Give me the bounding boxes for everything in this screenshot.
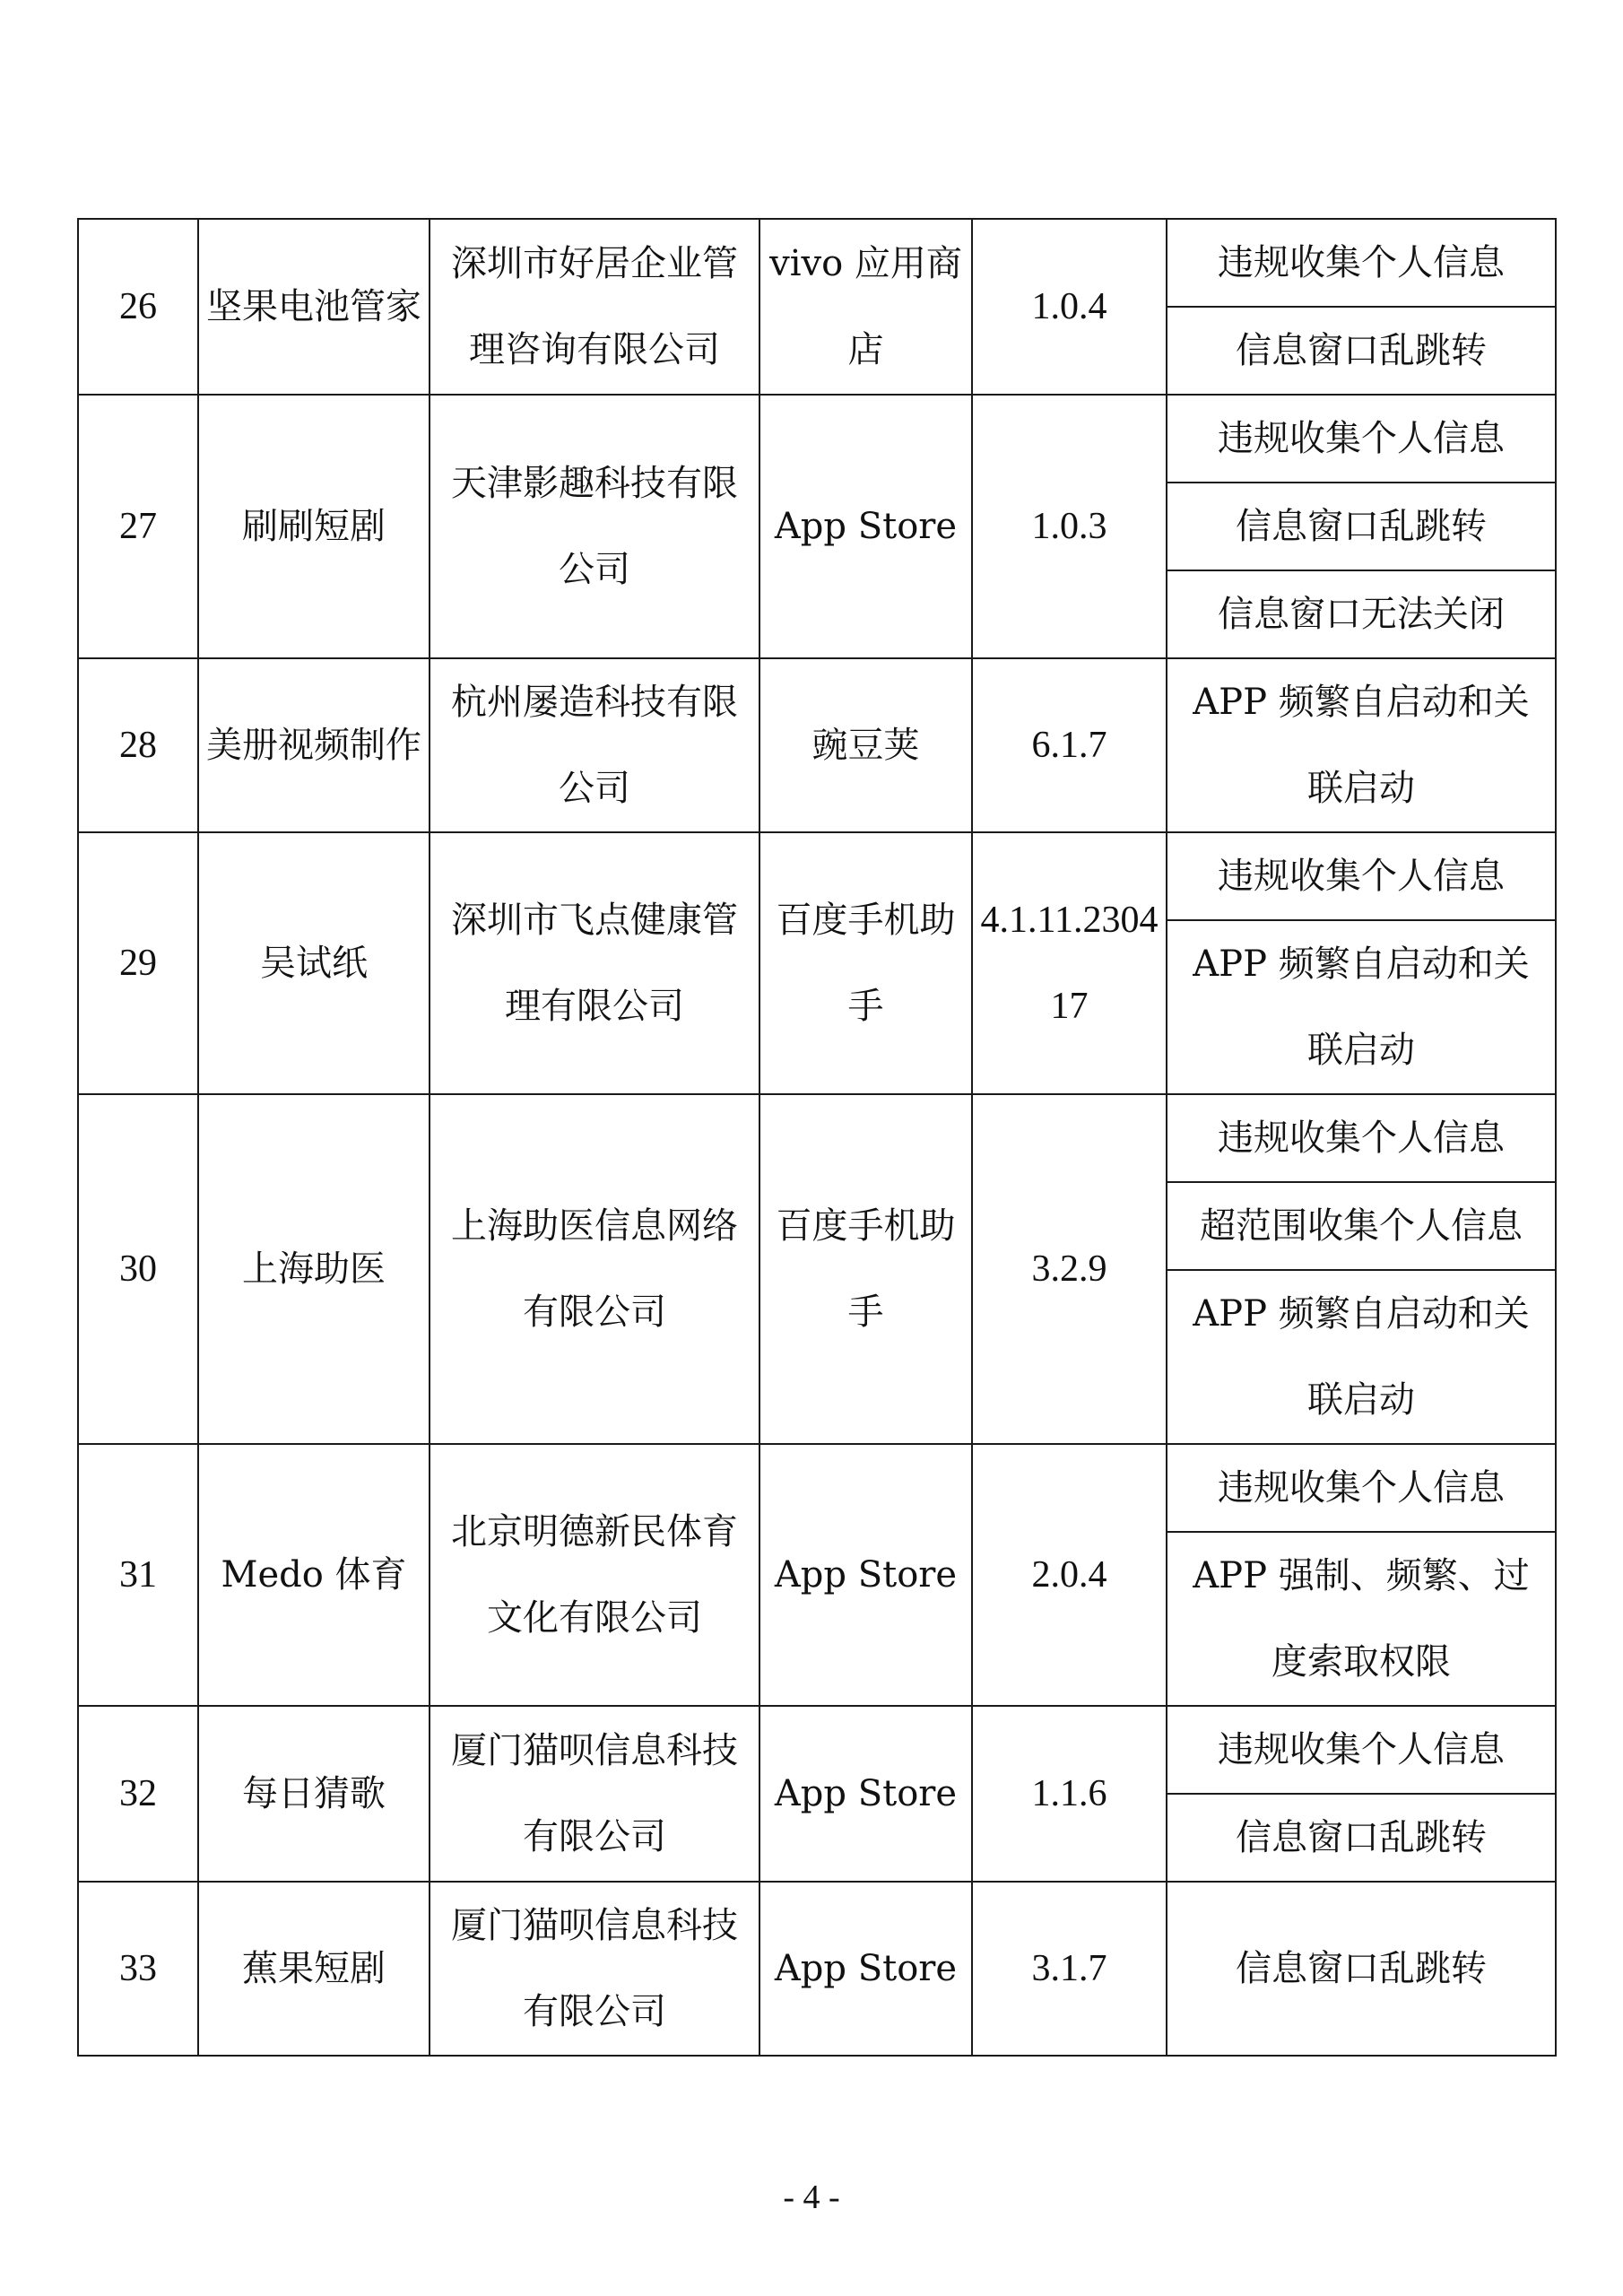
app-store: 百度手机助手 — [759, 832, 972, 1094]
row-number: 33 — [78, 1882, 198, 2056]
app-name: 刷刷短剧 — [198, 395, 430, 658]
table-body — [78, 219, 1556, 2056]
table-row — [78, 1882, 1556, 2056]
app-name: 上海助医 — [198, 1094, 430, 1444]
table-row — [78, 1094, 1556, 1182]
app-version: 2.0.4 — [972, 1444, 1167, 1706]
app-version: 1.0.3 — [972, 395, 1167, 658]
issue-cell: 信息窗口乱跳转 — [1167, 1794, 1556, 1882]
app-store: 百度手机助手 — [759, 1094, 972, 1444]
company-name: 深圳市飞点健康管理有限公司 — [430, 832, 759, 1094]
issue-cell: 违规收集个人信息 — [1167, 1706, 1556, 1794]
issue-cell: APP 频繁自启动和关联启动 — [1167, 920, 1556, 1094]
app-violation-table — [77, 218, 1557, 2057]
company-name: 北京明德新民体育文化有限公司 — [430, 1444, 759, 1706]
company-name: 上海助医信息网络有限公司 — [430, 1094, 759, 1444]
app-store: 豌豆荚 — [759, 658, 972, 832]
table-row — [78, 219, 1556, 307]
issue-cell: 信息窗口乱跳转 — [1167, 1882, 1556, 2056]
issue-cell: APP 频繁自启动和关联启动 — [1167, 1270, 1556, 1444]
company-name: 深圳市好居企业管理咨询有限公司 — [430, 219, 759, 395]
table-row — [78, 395, 1556, 483]
issue-cell: 信息窗口乱跳转 — [1167, 307, 1556, 395]
row-number: 28 — [78, 658, 198, 832]
issue-cell: 信息窗口无法关闭 — [1167, 570, 1556, 658]
issue-cell: 违规收集个人信息 — [1167, 1444, 1556, 1532]
issue-cell: APP 频繁自启动和关联启动 — [1167, 658, 1556, 832]
app-version: 3.2.9 — [972, 1094, 1167, 1444]
app-name: 蕉果短剧 — [198, 1882, 430, 2056]
issue-cell: 违规收集个人信息 — [1167, 1094, 1556, 1182]
table-row — [78, 832, 1556, 920]
row-number: 27 — [78, 395, 198, 658]
table-row — [78, 658, 1556, 832]
company-name: 天津影趣科技有限公司 — [430, 395, 759, 658]
app-store: App Store — [759, 1882, 972, 2056]
app-version: 1.1.6 — [972, 1706, 1167, 1882]
app-name: 坚果电池管家 — [198, 219, 430, 395]
issue-cell: 违规收集个人信息 — [1167, 832, 1556, 920]
app-name: 每日猜歌 — [198, 1706, 430, 1882]
row-number: 32 — [78, 1706, 198, 1882]
app-store: App Store — [759, 1706, 972, 1882]
company-name: 厦门猫呗信息科技有限公司 — [430, 1882, 759, 2056]
app-version: 3.1.7 — [972, 1882, 1167, 2056]
row-number: 31 — [78, 1444, 198, 1706]
issue-cell: 信息窗口乱跳转 — [1167, 483, 1556, 570]
app-version: 6.1.7 — [972, 658, 1167, 832]
app-version: 1.0.4 — [972, 219, 1167, 395]
row-number: 29 — [78, 832, 198, 1094]
table-row — [78, 1706, 1556, 1794]
app-store: vivo 应用商店 — [759, 219, 972, 395]
table-row — [78, 1444, 1556, 1532]
app-store: App Store — [759, 395, 972, 658]
app-name: 美册视频制作 — [198, 658, 430, 832]
issue-cell: APP 强制、频繁、过度索取权限 — [1167, 1532, 1556, 1706]
app-version: 4.1.11.230417 — [972, 832, 1167, 1094]
app-name: Medo 体育 — [198, 1444, 430, 1706]
company-name: 厦门猫呗信息科技有限公司 — [430, 1706, 759, 1882]
app-store: App Store — [759, 1444, 972, 1706]
issue-cell: 违规收集个人信息 — [1167, 219, 1556, 307]
issue-cell: 违规收集个人信息 — [1167, 395, 1556, 483]
issue-cell: 超范围收集个人信息 — [1167, 1182, 1556, 1270]
company-name: 杭州屡造科技有限公司 — [430, 658, 759, 832]
row-number: 26 — [78, 219, 198, 395]
app-name: 吴试纸 — [198, 832, 430, 1094]
row-number: 30 — [78, 1094, 198, 1444]
page-number: - 4 - — [783, 2179, 840, 2216]
